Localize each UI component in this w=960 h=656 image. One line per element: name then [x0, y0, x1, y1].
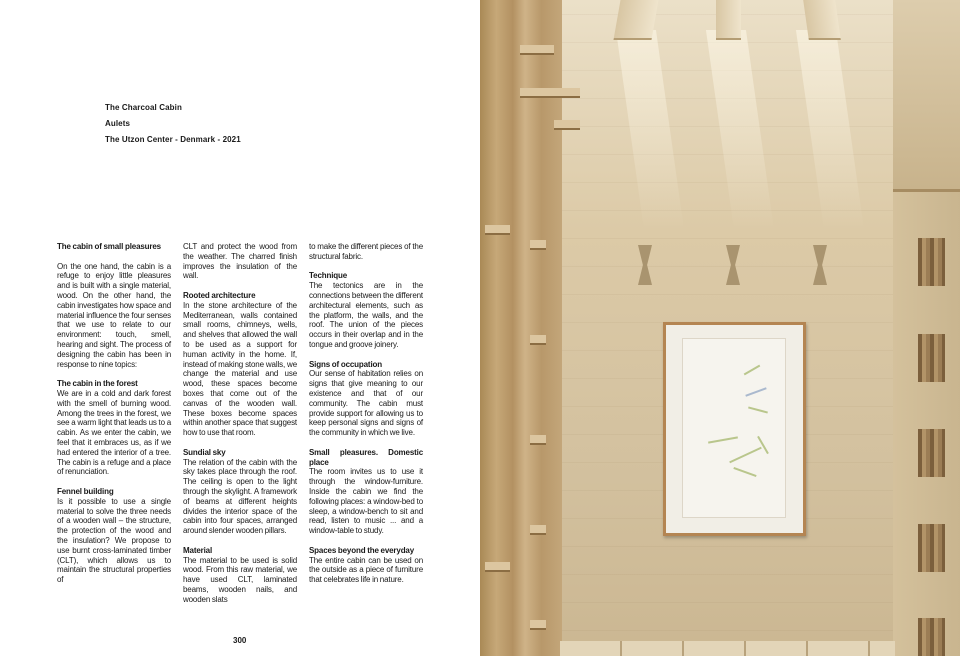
wall-niche: [918, 618, 945, 656]
section-heading: Signs of occupation: [309, 359, 382, 369]
drawing-stroke: [733, 467, 756, 477]
drawing-stroke: [745, 387, 766, 396]
text-column-3: [309, 242, 423, 585]
pillar-peg: [530, 240, 546, 250]
section-body: In the stone architecture of the Mediterranean, walls contained small rooms, chimneys, wells, and shelves that allowed the wall to be used as a support for human activity in the home. If, instead of making stone walls, we change the material and use wood, these spaces become boxes that come out of the canvas of the wooden wall. These boxes become spaces within another space that suggest how to use that room.: [183, 300, 297, 438]
project-location: The Utzon Center - Denmark - 2021: [105, 135, 241, 144]
wall-niche: [918, 238, 945, 286]
section-body: CLT and protect the wood from the weather. The charred finish improves the insulation of the wall.: [183, 242, 297, 281]
section-body: The relation of the cabin with the sky takes place through the roof. The ceiling is open to the light through the skylight. A framework of beams at different heights divides the interior space of the cabin into four spaces, arranged around slender wooden pillars.: [183, 457, 297, 536]
drawing-stroke: [708, 436, 738, 443]
pillar-peg: [520, 45, 554, 55]
wall-niche: [918, 429, 945, 477]
section-body: The room invites us to use it through the window-furniture. Inside the cabin we find the following places: a window-bed to sleep, a window-bench to sit and read, listen to music ... and a window-table to study.: [309, 467, 423, 536]
ceiling-beam: [613, 0, 658, 40]
ceiling-beam: [803, 0, 841, 40]
section-body: Is it possible to use a single material to solve the three needs of a wooden wall – the structure, the protection of the wood and the insulation? We propose to use burnt cross-laminated timber (CLT), which allows us to maintain the structural properties of: [57, 496, 171, 585]
section-body: We are in a cold and dark forest with the smell of burning wood. Among the trees in the forest, we see a warm light that leads us to a cabin. As we enter the cabin, we feel that it embraces us, as if we had entered the interior of a tree. The cabin is a refuge and a place of renunciation.: [57, 388, 171, 477]
artwork-drawing: [682, 338, 786, 518]
section-body: The tectonics are in the connections between the different architectural elements, such as the platform, the walls, and the roof. The union of the pieces occurs in their overlap and in the tongue and groove joinery.: [309, 281, 423, 349]
pillar-peg: [530, 620, 546, 630]
section-heading: The cabin in the forest: [57, 379, 138, 389]
upper-box: [893, 0, 960, 192]
text-column-2: [183, 242, 297, 604]
section-heading: Sundial sky: [183, 447, 226, 457]
drawing-stroke: [757, 436, 769, 454]
section-heading: Technique: [309, 271, 348, 281]
page-number: 300: [233, 636, 247, 645]
wall-niche: [918, 334, 945, 382]
pillar-peg: [485, 225, 510, 235]
drawing-stroke: [744, 365, 761, 376]
floor-boards: [560, 641, 895, 656]
architect-name: Aulets: [105, 119, 131, 128]
pillar-peg: [530, 435, 546, 445]
wooden-pillars: [480, 0, 562, 656]
section-heading: The cabin of small pleasures: [57, 242, 161, 251]
section-body: to make the different pieces of the structural fabric.: [309, 242, 423, 261]
wall-niche: [918, 524, 945, 572]
ceiling-beam: [716, 0, 741, 40]
section-heading: Fennel building: [57, 486, 114, 496]
project-title: The Charcoal Cabin: [105, 103, 182, 112]
pillar-peg: [520, 88, 580, 98]
pillar-peg: [530, 335, 546, 345]
section-body: The entire cabin can be used on the outside as a piece of furniture that celebrates life in nature.: [309, 555, 423, 585]
pillar-peg: [485, 562, 510, 572]
drawing-stroke: [748, 406, 768, 413]
section-heading: Material: [183, 545, 213, 555]
section-heading: Rooted architecture: [183, 290, 256, 300]
section-body: On the one hand, the cabin is a refuge to enjoy little pleasures and is built with a single material, wood. On the other hand, the cabin investigates how space and material influence the four senses that we use to relate to our environment: touch, smell, hearing and sight. The process of designing the cabin has been in response to nine topics:: [57, 261, 171, 369]
text-column-1: [57, 242, 171, 585]
section-heading: Spaces beyond the everyday: [309, 545, 415, 555]
framed-artwork: [663, 322, 806, 536]
cabin-interior-photo: [480, 0, 960, 656]
section-heading: Small pleasures. Domestic place: [309, 447, 423, 467]
drawing-stroke: [729, 447, 762, 464]
pillar-peg: [554, 120, 580, 130]
pillar-peg: [530, 525, 546, 535]
section-body: The material to be used is solid wood. From this raw material, we have used CLT, laminated beams, wooden nails, and wooden slats: [183, 555, 297, 604]
section-body: Our sense of habitation relies on signs that give meaning to our existence and that of our community. The cabin must provide support for allowing us to keep personal signs and signs of the community in which we live.: [309, 369, 423, 438]
